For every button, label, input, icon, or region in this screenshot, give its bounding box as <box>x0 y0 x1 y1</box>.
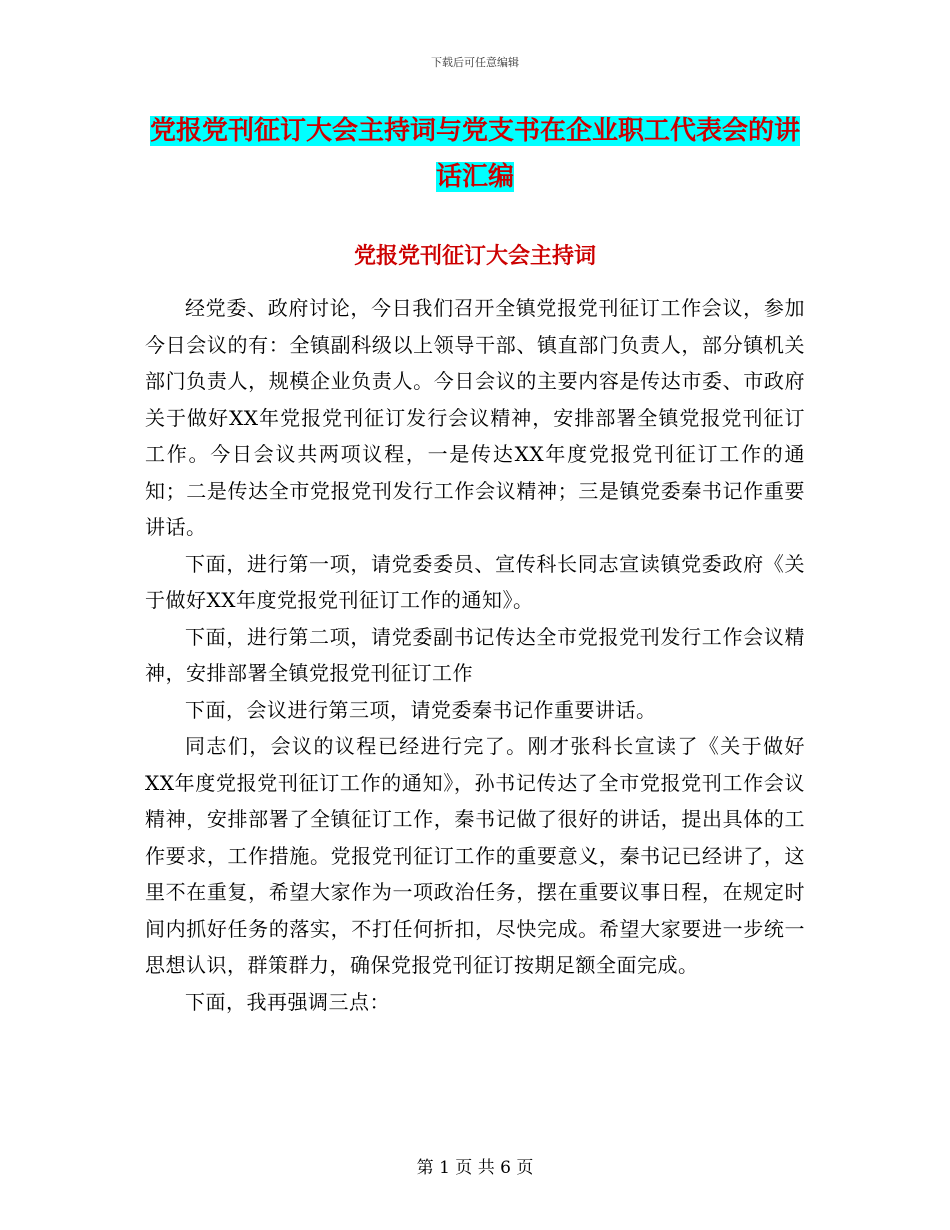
header-note: 下载后可任意编辑 <box>431 56 519 69</box>
paragraph-3: 下面，进行第二项，请党委副书记传达全市党报党刊发行工作会议精神，安排部署全镇党报党刊征订工作 <box>145 624 805 685</box>
paragraph-1: 经党委、政府讨论，今日我们召开全镇党报党刊征订工作会议，参加今日会议的有：全镇副科级以上领导干部、镇直部门负责人，部分镇机关部门负责人，规模企业负责人。今日会议的主要内容是传达市委、市政府关于做好XX年党报党刊征订发行会议精神，安排部署全镇党报党刊征订工作。今日会议共两项议程，一是传达XX年度党报党刊征订工作的通知；二是传达全市党报党刊发行工作会议精神；三是镇党委秦书记作重要讲话。 <box>145 296 805 539</box>
section-title: 党报党刊征订大会主持词 <box>353 244 596 269</box>
paragraph-5: 同志们，会议的议程已经进行完了。刚才张科长宣读了《关于做好XX年度党报党刊征订工作的通知》，孙书记传达了全市党报党刊工作会议精神，安排部署了全镇征订工作，秦书记做了很好的讲话，提出具体的工作要求，工作措施。党报党刊征订工作的重要意义，秦书记已经讲了，这里不在重复，希望大家作为一项政治任务，摆在重要议事日程，在规定时间内抓好任务的落实，不打任何折扣，尽快完成。希望大家要进一步统一思想认识，群策群力，确保党报党刊征订按期足额全面完成。 <box>145 734 805 977</box>
document-title-highlight: 党报党刊征订大会主持词与党支书在企业职工代表会的讲话汇编 <box>149 116 800 192</box>
document-body <box>145 290 805 1020</box>
paragraph-6: 下面，我再强调三点： <box>185 989 390 1014</box>
document-title <box>145 108 805 200</box>
paragraph-2: 下面，进行第一项，请党委委员、宣传科长同志宣读镇党委政府《关于做好XX年度党报党刊征订工作的通知》。 <box>145 551 805 612</box>
paragraph-4: 下面，会议进行第三项，请党委秦书记作重要讲话。 <box>185 697 657 722</box>
page-number: 第 1 页 共 6 页 <box>416 1158 534 1178</box>
